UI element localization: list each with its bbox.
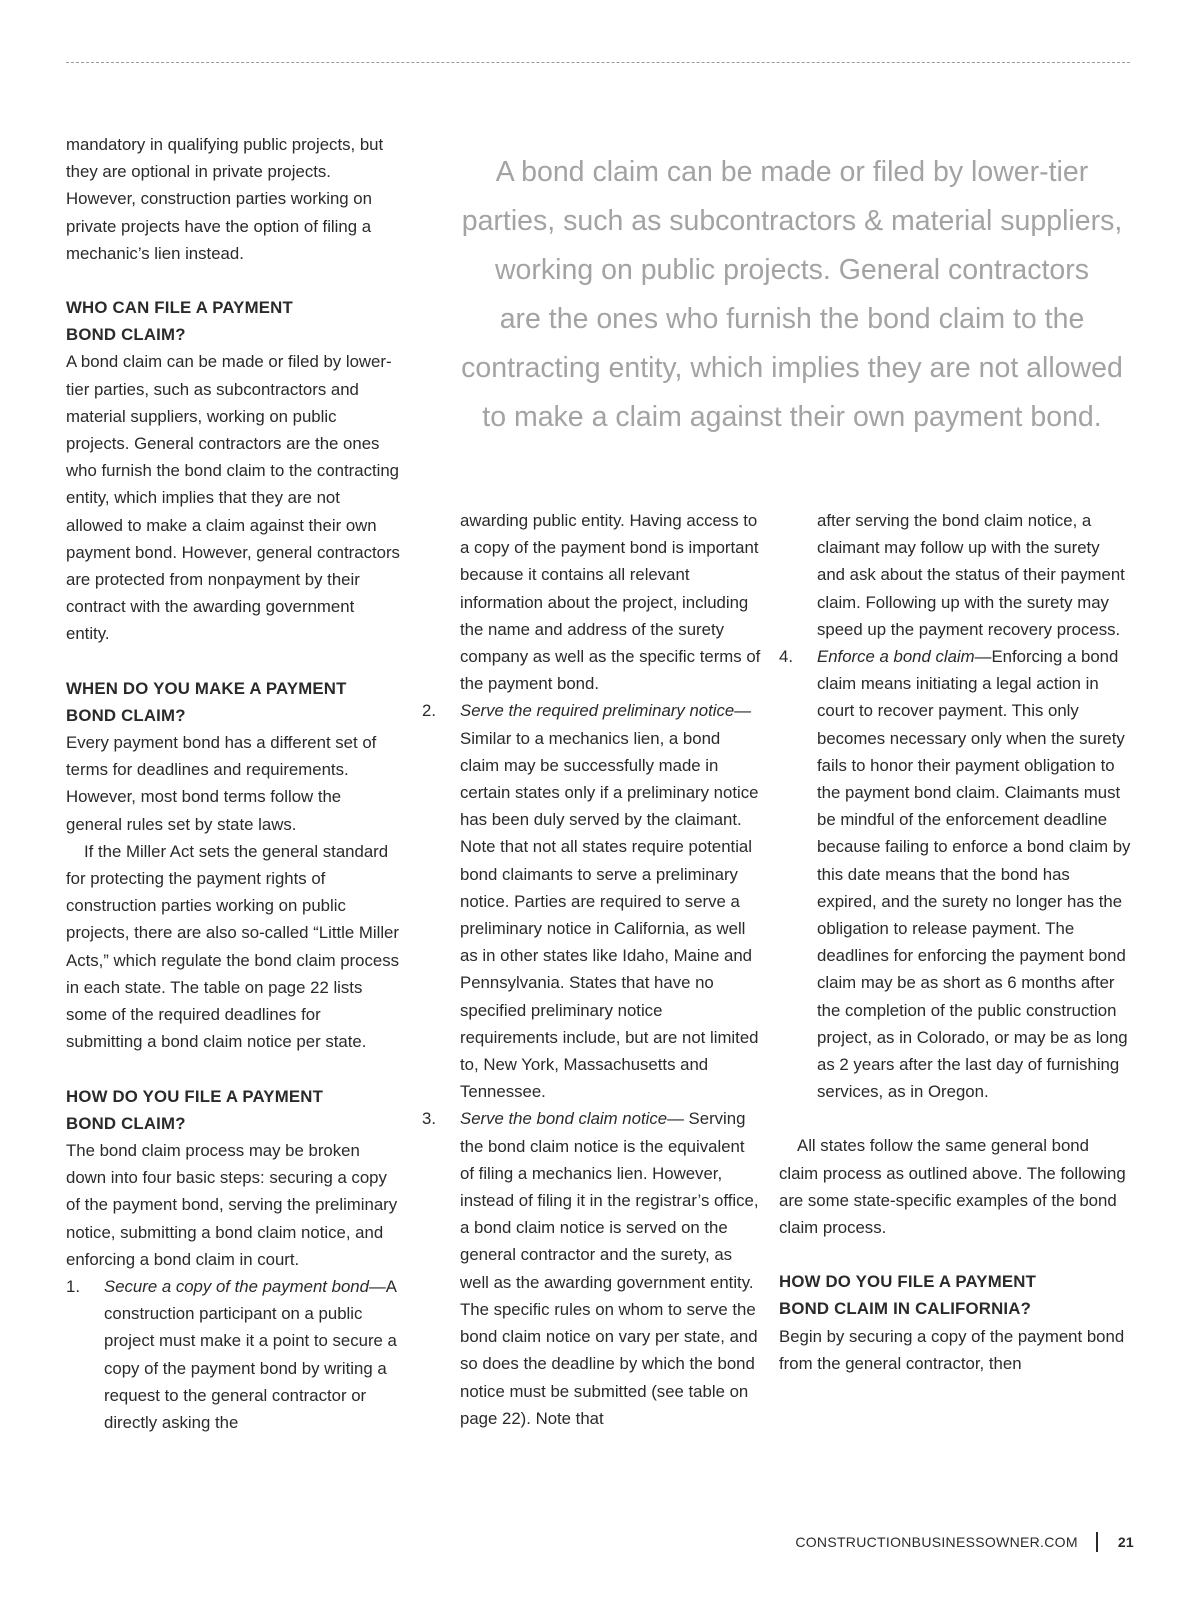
list-item-text [104,1273,400,1436]
list-item-step-1 [66,1273,400,1436]
list-number: 4. [779,647,793,667]
pull-quote-line: A bond claim can be made or filed by lower-tier [495,156,1089,188]
list-number: 2. [422,701,436,721]
step-text: —Enforcing a bond claim means initiating a legal action in court to recover payment. This only becomes necessary only when the surety fails to honor their payment obligation to the payment bond claim. Claimants must be mindful of the enforcement deadline because failing to enforce a bond claim by this date means that the bond has expired, and the surety no longer has the obligation to release payment. The deadlines for enforcing the payment bond claim may be as short as 6 months after the completion of the public construction project, as in Colorado, or may be as long as 2 years after the last day of furnishing services, as in Oregon. [817,647,1131,1102]
list-item-step-3 [422,1105,762,1431]
intro-paragraph: mandatory in qualifying public projects, but they are optional in private projects. However, construction parties working on private projects have the option of filing a mechanic’s lien instead. [66,135,384,263]
column-3 [779,507,1131,1377]
footer-divider [1096,1532,1098,1552]
pull-quote-line: working on public projects. General contractors [494,254,1090,286]
how-paragraph: The bond claim process may be broken down into four basic steps: securing a copy of the payment bond, serving the preliminary notice, submitting a bond claim notice, and enforcing a bond claim in court. [66,1140,398,1269]
step-3-continued: after serving the bond claim notice, a claimant may follow up with the surety and ask about the status of their payment claim. Following up with the surety may speed up the payment recovery process. [817,511,1125,639]
step-text: —A construction participant on a public project must make it a point to secure a copy of the payment bond by writing a request to the general contractor or directly asking the [104,1276,397,1432]
who-heading: WHO CAN FILE A PAYMENT BOND CLAIM? [66,298,293,345]
page-footer [795,1532,1134,1552]
who-paragraph: A bond claim can be made or filed by lower-tier parties, such as subcontractors and material suppliers, working on public projects. General contractors are the ones who furnish the bond claim to the contracting entity, which implies that they are not allowed to make a claim against their own payment bond. However, general contractors are protected from nonpayment by their contract with the awarding government entity. [66,352,400,644]
list-item-text [460,1105,762,1431]
pull-quote-line: contracting entity, which implies they are not allowed [461,352,1123,384]
list-item-text [817,643,1131,1105]
step-title: Serve the bond claim notice [460,1109,668,1129]
how-heading: HOW DO YOU FILE A PAYMENT BOND CLAIM? [66,1086,324,1133]
list-item-step-2 [422,697,762,1105]
when-heading: WHEN DO YOU MAKE A PAYMENT BOND CLAIM? [66,678,347,725]
when-paragraph: Every payment bond has a different set of terms for deadlines and requirements. However, most bond terms follow the general rules set by state laws. [66,733,377,834]
website-link[interactable]: CONSTRUCTIONBUSINESSOWNER.COM [795,1534,1078,1550]
step-title: Serve the required preliminary notice [460,701,735,721]
list-number: 1. [66,1276,80,1296]
step-1-continued: awarding public entity. Having access to a copy of the payment bond is important because it contains all relevant information about the project, including the name and address of the surety company as well as the specific terms of the payment bond. [460,511,761,694]
summary-paragraph: All states follow the same general bond claim process as outlined above. The following are some state-specific examples of the bond claim process. [779,1136,1126,1238]
step-title: Secure a copy of the payment bond [104,1276,369,1296]
column-2 [422,507,762,1432]
list-item-step-4 [779,643,1131,1105]
step-text: — Serving the bond claim notice is the equivalent of filing a mechanics lien. However, instead of filing it in the registrar’s office, a bond claim notice is served on the general contractor and the surety, as well as the awarding government entity. The specific rules on whom to serve the bond claim notice on vary per state, and so does the deadline by which the bond notice must be submitted (see table on page 22). Note that [460,1109,759,1428]
california-paragraph: Begin by securing a copy of the payment bond from the general contractor, then [779,1326,1125,1373]
page-number: 21 [1117,1534,1134,1550]
pull-quote [452,148,1132,442]
step-text: —Similar to a mechanics lien, a bond claim may be successfully made in certain states only if a preliminary notice has been duly served by the claimant. Note that not all states require potential bond claimants to serve a preliminary notice. Parties are required to serve a preliminary notice in California, as well as in other states like Idaho, Maine and Pennsylvania. States that have no specified preliminary notice requirements include, but are not limited to, New York, Massachusetts and Tennessee. [460,701,759,1102]
pull-quote-line: to make a claim against their own payment bond. [482,401,1102,433]
list-number: 3. [422,1109,436,1129]
list-item-text [460,697,762,1105]
california-heading: HOW DO YOU FILE A PAYMENT BOND CLAIM IN CALIFORNIA? [779,1272,1037,1319]
step-title: Enforce a bond claim [817,647,975,667]
top-dashed-rule [66,62,1130,63]
pull-quote-line: are the ones who furnish the bond claim to the [499,303,1085,335]
pull-quote-line: parties, such as subcontractors & material suppliers, [461,205,1123,237]
column-1 [66,131,400,1436]
when-paragraph-2: If the Miller Act sets the general standard for protecting the payment rights of construction parties working on public projects, there are also so-called “Little Miller Acts,” which regulate the bond claim process in each state. The table on page 22 lists some of the required deadlines for submitting a bond claim notice per state. [66,841,399,1052]
